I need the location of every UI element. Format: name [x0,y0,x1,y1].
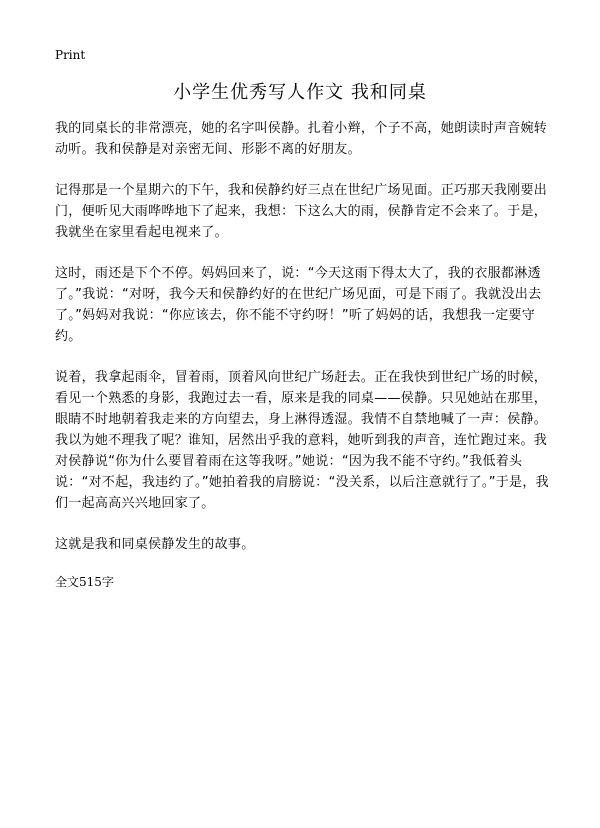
page-title: 小学生优秀写人作文 我和同桌 [173,82,427,103]
paragraph: 说着，我拿起雨伞，冒着雨，顶着风向世纪广场赶去。正在我快到世纪广场的时候，看见一个熟悉的身影，我跑过去一看，原来是我的同桌——侯静。只见她站在那里，眼睛不时地朝着我走来的方向望去，身上淋得透湿。我情不自禁地喊了一声：侯静。我以为她不理我了呢？谁知，居然出乎我的意料，她听到我的声音，连忙跑过来。我对侯静说“你为什么要冒着雨在这等我呀。”她说：“因为我不能不守约。”我低着头说：“对不起，我违约了。”她拍着我的肩膀说：“没关系，以后注意就行了。”于是，我们一起高高兴兴地回家了。 [55,370,549,511]
word-count: 全文515字 [55,575,114,589]
paragraph: 记得那是一个星期六的下午，我和侯静约好三点在世纪广场见面。正巧那天我刚要出门，便听见大雨哗哗地下了起来，我想：下这么大的雨，侯静肯定不会来了。于是，我就坐在家里看起电视来了。 [55,183,548,240]
paragraph: 这时，雨还是下个不停。妈妈回来了，说：“今天这雨下得太大了，我的衣服都淋透了。”我说：“对呀，我今天和侯静约好的在世纪广场见面，可是下雨了。我就没出去了。”妈妈对我说：“你应该去，你不能不守约呀！”听了妈妈的话，我想我一定要守约。 [55,266,542,344]
paragraph: 这就是我和同桌侯静发生的故事。 [55,537,255,552]
paragraph: 我的同桌长的非常漂亮，她的名字叫侯静。扎着小辫，个子不高，她朗读时声音婉转动听。我和侯静是对亲密无间、形影不离的好朋友。 [55,121,548,157]
print-link[interactable]: Print [55,48,86,62]
article-body [55,118,551,590]
